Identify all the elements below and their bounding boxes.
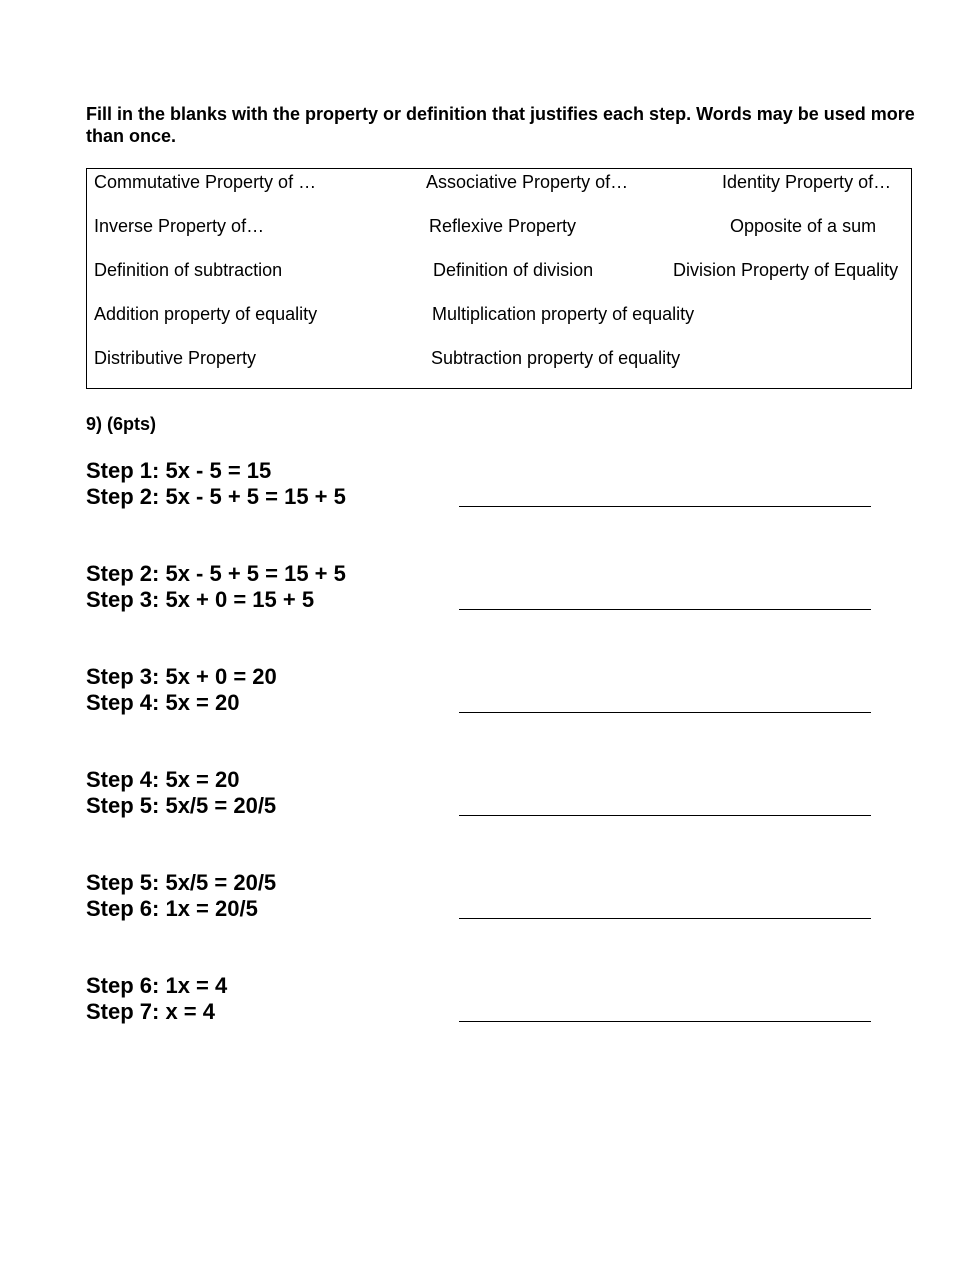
word-bank-item: Definition of subtraction	[94, 260, 283, 280]
step-pair	[86, 870, 276, 922]
word-bank-item: Associative Property of…	[426, 172, 629, 192]
step-pair	[86, 973, 227, 1025]
word-bank-item: Addition property of equality	[94, 304, 318, 324]
answer-blank[interactable]	[459, 815, 871, 816]
step-to: Step 3: 5x + 0 = 15 + 5	[86, 587, 315, 612]
step-from: Step 1: 5x - 5 = 15	[86, 458, 272, 483]
word-bank-item: Commutative Property of …	[94, 172, 317, 192]
step-pair	[86, 561, 346, 613]
step-from: Step 6: 1x = 4	[86, 973, 228, 998]
answer-blank[interactable]	[459, 609, 871, 610]
answer-blank[interactable]	[459, 1021, 871, 1022]
answer-blank[interactable]	[459, 506, 871, 507]
step-to: Step 7: x = 4	[86, 999, 216, 1024]
step-to: Step 5: 5x/5 = 20/5	[86, 793, 277, 818]
word-bank-box	[86, 168, 912, 389]
word-bank-item: Identity Property of…	[722, 172, 892, 192]
step-from: Step 5: 5x/5 = 20/5	[86, 870, 277, 895]
word-bank-item: Multiplication property of equality	[432, 304, 695, 324]
step-to: Step 6: 1x = 20/5	[86, 896, 258, 921]
answer-blank[interactable]	[459, 918, 871, 919]
step-pair	[86, 767, 276, 819]
word-bank-item: Subtraction property of equality	[431, 348, 681, 368]
step-pair	[86, 458, 346, 510]
problem-label: 9) (6pts)	[86, 414, 157, 434]
step-from: Step 4: 5x = 20	[86, 767, 240, 792]
step-from: Step 2: 5x - 5 + 5 = 15 + 5	[86, 561, 346, 586]
word-bank-item: Division Property of Equality	[673, 260, 899, 280]
word-bank-item: Opposite of a sum	[730, 216, 877, 236]
word-bank-item: Definition of division	[433, 260, 594, 280]
word-bank-item: Reflexive Property	[429, 216, 577, 236]
answer-blank[interactable]	[459, 712, 871, 713]
word-bank-item: Distributive Property	[94, 348, 257, 368]
instructions-text: Fill in the blanks with the property or definition that justifies each step. Words may be used more than once.	[86, 104, 915, 146]
step-pair	[86, 664, 277, 716]
step-to: Step 4: 5x = 20	[86, 690, 240, 715]
word-bank-item: Inverse Property of…	[94, 216, 265, 236]
step-from: Step 3: 5x + 0 = 20	[86, 664, 277, 689]
step-to: Step 2: 5x - 5 + 5 = 15 + 5	[86, 484, 346, 509]
